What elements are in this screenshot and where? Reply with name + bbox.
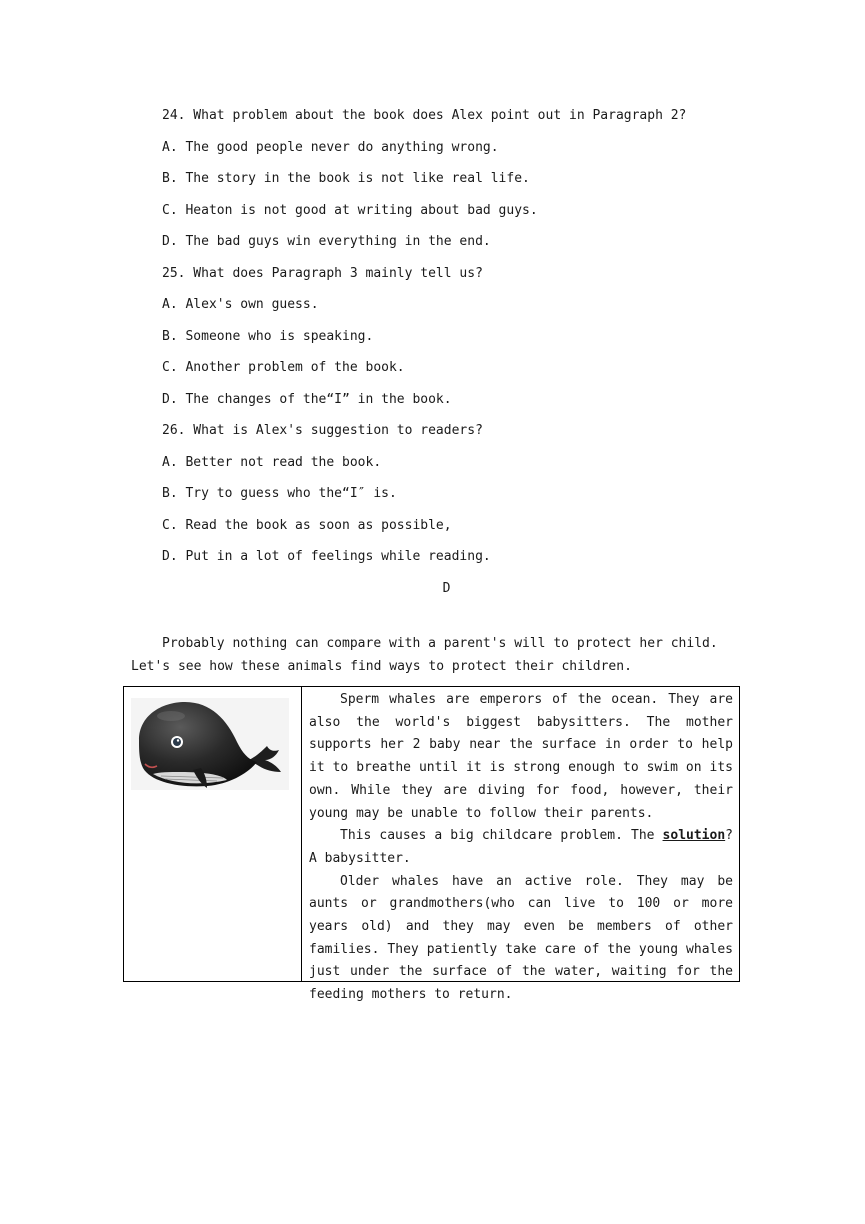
article-table	[123, 686, 740, 1003]
section-heading: D	[442, 581, 451, 596]
intro-paragraph	[131, 632, 733, 678]
question-26-option-d: D. Put in a lot of feelings while reading.	[162, 549, 491, 564]
question-25-option-c: C. Another problem of the book.	[162, 360, 405, 375]
question-24-option-a: A. The good people never do anything wrong.	[162, 140, 499, 155]
question-25-stem: 25. What does Paragraph 3 mainly tell us?	[162, 266, 483, 281]
solution-keyword: solution	[662, 828, 726, 844]
article-paragraph-2-text-before: This causes a big childcare problem. The	[340, 828, 663, 844]
article-paragraph-2-text-after: ? A babysitter.	[309, 828, 733, 866]
table-divider	[301, 687, 302, 981]
question-24-option-b: B. The story in the book is not like real life.	[162, 171, 530, 186]
question-26-stem: 26. What is Alex's suggestion to readers?	[162, 423, 483, 438]
question-24-stem: 24. What problem about the book does Alex point out in Paragraph 2?	[162, 108, 687, 123]
question-26-option-a: A. Better not read the book.	[162, 455, 382, 470]
article-paragraph-1	[309, 689, 733, 825]
whale-illustration	[131, 698, 289, 790]
question-25-option-a: A. Alex's own guess.	[162, 297, 319, 312]
article-text	[309, 689, 733, 1007]
question-25-option-b: B. Someone who is speaking.	[162, 329, 374, 344]
question-24-option-c: C. Heaton is not good at writing about bad guys.	[162, 203, 538, 218]
article-paragraph-3-text: Older whales have an active role. They may be aunts or grandmothers(who can live to 100 or more years old) and they may even be members of other families. They patiently take care of the young whales just under the surface of the water, waiting for the feeding mothers to return.	[309, 873, 733, 1003]
whale-image	[131, 698, 289, 790]
question-26-option-b: B. Try to guess who the“I″ is.	[162, 486, 397, 501]
article-paragraph-1-text: Sperm whales are emperors of the ocean. They are also the world's biggest babysitters. The mother supports her 2 baby near the surface in order to help it to breathe until it is strong enough to swim on its own. While they are diving for food, however, their young may be unable to follow their parents.	[309, 692, 733, 821]
question-26-option-c: C. Read the book as soon as possible,	[162, 518, 452, 533]
question-24-option-d: D. The bad guys win everything in the end.	[162, 234, 491, 249]
intro-text: Probably nothing can compare with a parent's will to protect her child. Let's see how these animals find ways to protect their children.	[131, 636, 718, 674]
article-paragraph-3	[309, 871, 733, 1007]
question-25-option-d: D. The changes of the“I” in the book.	[162, 392, 452, 407]
article-paragraph-2	[309, 825, 733, 870]
